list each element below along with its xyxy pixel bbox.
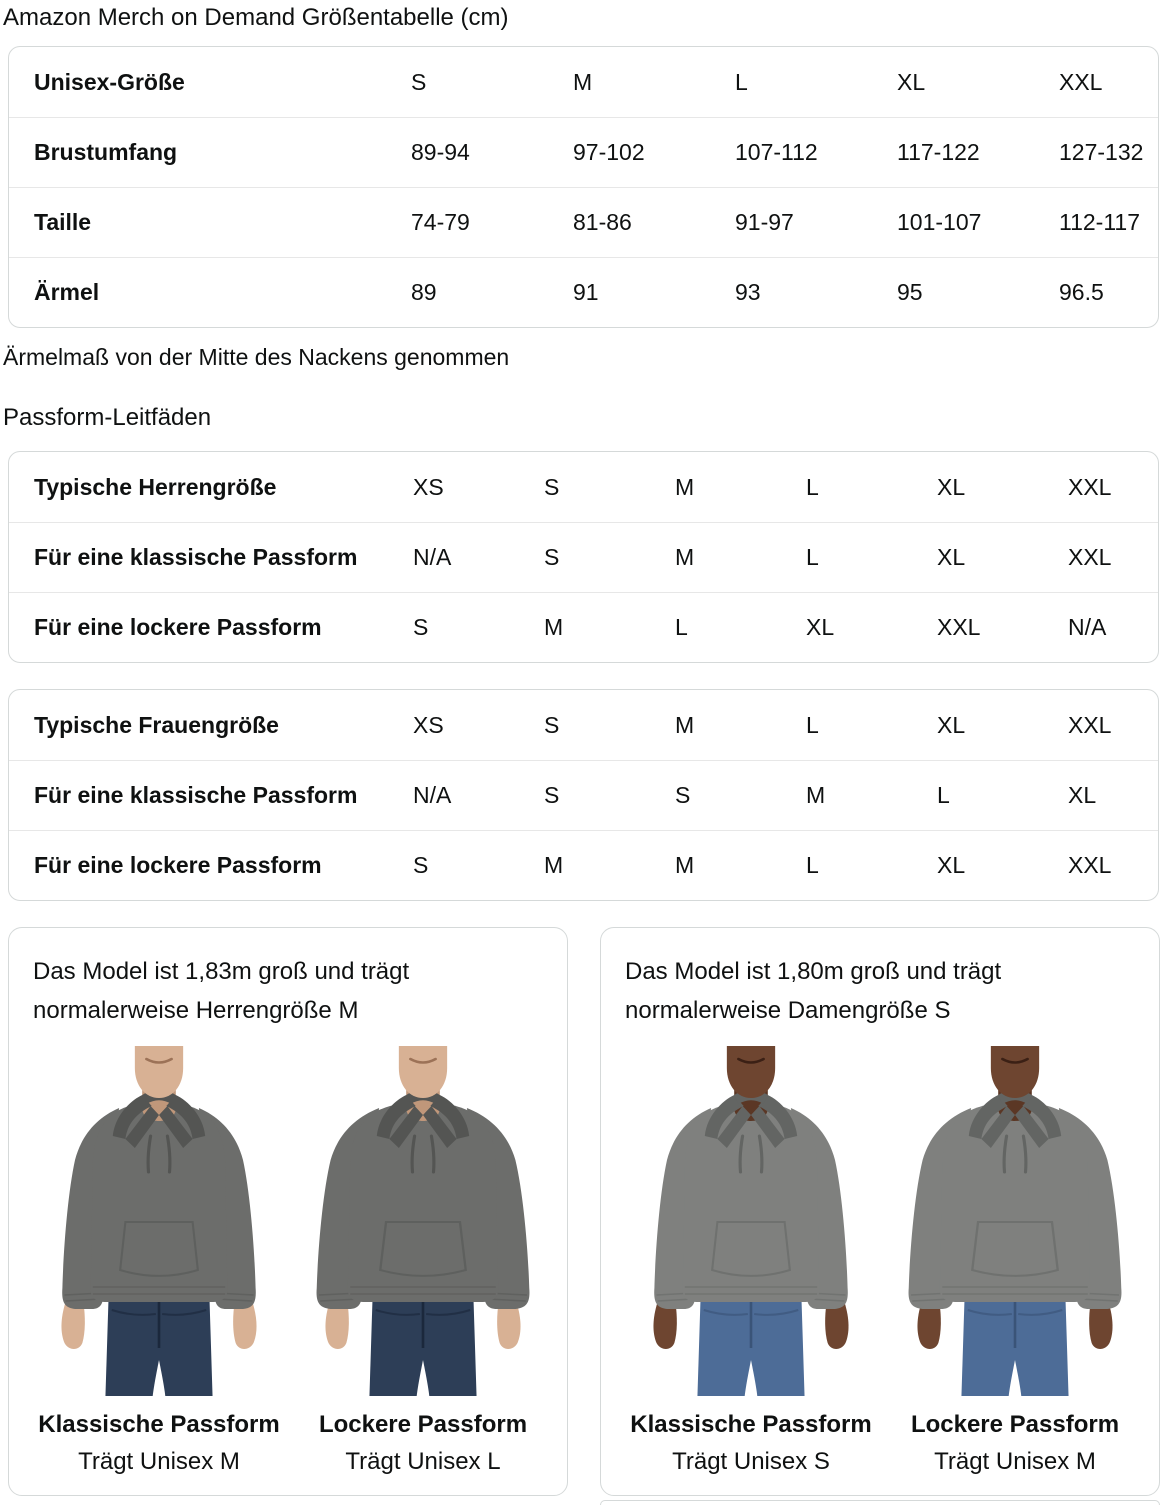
female-model-classic-fit-photo [625, 1046, 877, 1396]
size-caption: Trägt Unisex L [345, 1448, 501, 1475]
fit-guides-title: Passform-Leitfäden [3, 404, 212, 431]
measure-cell: 81-86 [573, 209, 632, 235]
fit-cell: S [544, 544, 560, 570]
fit-cell: L [806, 852, 819, 878]
fit-cell: XXL [1068, 473, 1112, 500]
table-row [9, 522, 1158, 592]
womens-fit-table [8, 689, 1159, 901]
size-caption: Trägt Unisex M [78, 1448, 240, 1475]
fit-cell: XXL [1068, 852, 1112, 878]
fit-cell: L [806, 544, 819, 570]
row-label: Typische Frauengröße [34, 711, 279, 738]
measure-cell: 95 [897, 279, 923, 305]
fit-cell: M [544, 614, 564, 640]
model-photos [33, 1046, 549, 1477]
fit-cell: S [413, 852, 429, 878]
fit-caption: Lockere Passform [318, 1411, 528, 1438]
fit-cell: L [675, 614, 688, 640]
table-row [9, 592, 1158, 662]
male-model-classic-fit-photo [33, 1046, 285, 1396]
fit-cell: S [675, 782, 691, 808]
row-label: Für eine klassische Passform [34, 782, 358, 808]
fit-cell: M [675, 473, 695, 500]
fit-cell: S [544, 473, 560, 500]
size-cell: XL [897, 68, 926, 95]
size-cell: M [573, 68, 593, 95]
mens-fit-table [8, 451, 1159, 663]
sleeve-measure-note: Ärmelmaß von der Mitte des Nackens genommen [3, 344, 510, 370]
fit-cell: L [806, 711, 819, 738]
fit-cell: N/A [1068, 614, 1107, 640]
table-row [9, 760, 1158, 830]
loose-fit-figure [889, 1046, 1141, 1477]
measure-cell: 93 [735, 279, 761, 305]
measure-cell: 91-97 [735, 209, 794, 235]
fit-cell: N/A [413, 782, 452, 808]
classic-fit-figure [625, 1046, 877, 1477]
page-title: Amazon Merch on Demand Größentabelle (cm) [3, 4, 509, 31]
model-description: Das Model ist 1,80m groß und trägt normalerweise Damengröße S [625, 958, 1002, 1024]
fit-cell: XS [413, 473, 444, 500]
row-label: Für eine lockere Passform [34, 614, 322, 640]
fit-cell: L [937, 782, 950, 808]
model-cards [8, 927, 1159, 1505]
fit-cell: L [806, 473, 819, 500]
size-caption: Trägt Unisex M [934, 1448, 1096, 1475]
size-table [8, 46, 1159, 328]
row-label: Typische Herrengröße [34, 473, 277, 500]
fit-cell: XXL [1068, 544, 1112, 570]
row-label: Unisex-Größe [34, 68, 185, 95]
fit-cell: M [544, 852, 564, 878]
fit-cell: XS [413, 711, 444, 738]
fit-cell: M [675, 852, 695, 878]
fit-cell: N/A [413, 544, 452, 570]
table-row [9, 257, 1158, 327]
measure-cell: 127-132 [1059, 139, 1144, 165]
measure-cell: 112-117 [1059, 209, 1140, 235]
measure-cell: 74-79 [411, 209, 470, 235]
size-cell: L [735, 68, 748, 95]
size-caption: Trägt Unisex S [672, 1448, 830, 1475]
measure-cell: 101-107 [897, 209, 982, 235]
model-photos [625, 1046, 1141, 1477]
female-model-card [600, 927, 1160, 1496]
fit-cell: S [544, 711, 560, 738]
table-row [9, 187, 1158, 257]
table-row [9, 452, 1158, 522]
fit-cell: S [544, 782, 560, 808]
fit-cell: XL [937, 852, 966, 878]
measure-cell: 117-122 [897, 139, 980, 165]
measure-cell: 89-94 [411, 139, 470, 165]
measure-cell: 89 [411, 279, 437, 305]
measure-cell: 97-102 [573, 139, 645, 165]
fit-cell: M [806, 782, 826, 808]
row-label: Für eine klassische Passform [34, 544, 358, 570]
model-description: Das Model ist 1,83m groß und trägt normalerweise Herrengröße M [33, 958, 410, 1024]
fit-cell: XL [937, 711, 966, 738]
size-cell: S [411, 68, 427, 95]
fit-cell: XXL [1068, 711, 1112, 738]
fit-caption: Klassische Passform [38, 1411, 280, 1438]
row-label: Taille [34, 209, 92, 235]
table-row [9, 47, 1158, 117]
next-card-top-edge [600, 1500, 1160, 1505]
size-cell: XXL [1059, 68, 1103, 95]
fit-caption: Lockere Passform [910, 1411, 1120, 1438]
classic-fit-figure [33, 1046, 285, 1477]
fit-cell: XL [937, 544, 966, 570]
female-model-loose-fit-photo [889, 1046, 1141, 1396]
row-label: Brustumfang [34, 139, 178, 165]
fit-cell: XL [1068, 782, 1097, 808]
male-model-loose-fit-photo [297, 1046, 549, 1396]
fit-caption: Klassische Passform [630, 1411, 872, 1438]
male-model-card [8, 927, 568, 1496]
fit-cell: XXL [937, 614, 981, 640]
row-label: Für eine lockere Passform [34, 852, 322, 878]
measure-cell: 107-112 [735, 139, 818, 165]
fit-cell: M [675, 544, 695, 570]
loose-fit-figure [297, 1046, 549, 1477]
fit-cell: XL [806, 614, 835, 640]
measure-cell: 91 [573, 279, 599, 305]
table-row [9, 830, 1158, 900]
fit-cell: M [675, 711, 695, 738]
fit-cell: XL [937, 473, 966, 500]
table-row [9, 690, 1158, 760]
fit-cell: S [413, 614, 429, 640]
table-row [9, 117, 1158, 187]
measure-cell: 96.5 [1059, 279, 1104, 305]
row-label: Ärmel [34, 279, 100, 305]
